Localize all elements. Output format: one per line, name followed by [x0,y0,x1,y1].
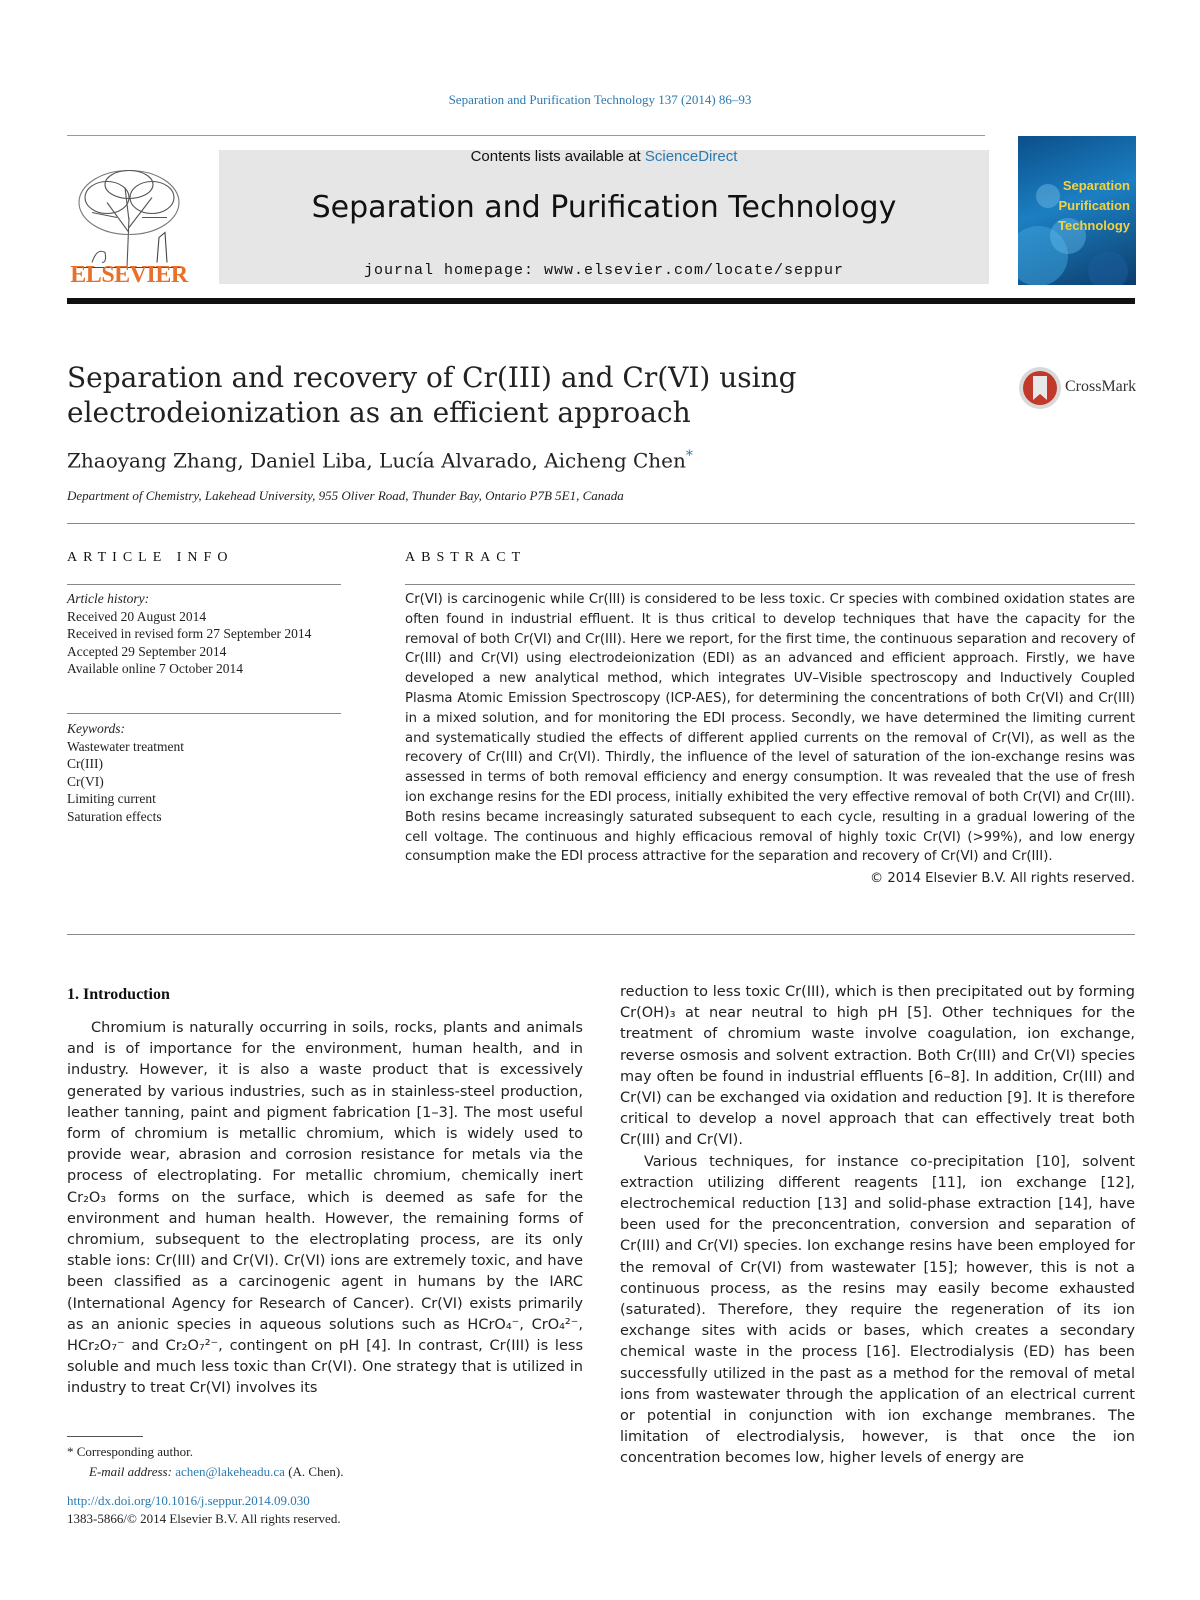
cover-title [1058,176,1130,236]
journal-title: Separation and Purification Technology [311,190,897,225]
cover-line: Separation [1062,178,1130,193]
article-history [67,590,341,678]
email-label: E-mail address: [89,1464,172,1479]
body-column-right [620,982,1135,1470]
keywords-label: Keywords: [67,721,125,736]
intro-paragraph: reduction to less toxic Cr(III), which is then precipitated out by forming Cr(OH)₃ at near neutral to high pH [5]. Other techniques for the treatment of chromium waste involve coagulation, ion exchange, reverse osmosis and solvent extraction. Both Cr(III) and Cr(VI) species may often be found in industrial effluents [6–8]. In addition, Cr(III) and Cr(VI) can be exchanged via oxidation and reduction [9]. It is therefore critical to develop a novel approach that can effectively treat both Cr(III) and Cr(VI). [620,984,1135,1149]
keywords [67,720,341,825]
affiliation: Department of Chemistry, Lakehead University, 955 Oliver Road, Thunder Bay, Ontario P7B 5E1, Canada [67,488,624,503]
section-heading-introduction: 1. Introduction [67,986,170,1003]
doi-link[interactable]: http://dx.doi.org/10.1016/j.seppur.2014.09.030 [67,1493,310,1508]
footnote [67,1442,343,1482]
header-thick-rule [67,298,1135,304]
body-rule [67,934,1135,935]
intro-paragraph: Various techniques, for instance co-precipitation [10], solvent extraction utilizing different reagents [11], ion exchange [12], electrochemical reduction [13] and solid-phase extraction [14], have been used for the preconcentration, conversion and separation of Cr(III) and Cr(VI) species. Ion exchange resins have been employed for the removal of Cr(VI) from wastewater [15]; however, this is not a continuous process, as the resins may easily become exhausted (saturated). Therefore, they require the regeneration of its ion exchange sites with acids or bases, which creates a secondary chemical waste in the process [16]. Electrodialysis (ED) has been successfully utilized in the past as a method for the removal of metal ions from wastewater through the application of an electrical current or potential in conjunction with ion exchange membranes. The limitation of electrodialysis, however, is that once the ion concentration becomes low, higher levels of energy are [620,1153,1135,1467]
contents-line [219,148,989,165]
abstract-block [405,590,1135,889]
body-column-left [67,1018,583,1400]
issn-line: 1383-5866/© 2014 Elsevier B.V. All rights reserved. [67,1511,341,1526]
footnote-rule [67,1436,143,1437]
article-title: Separation and recovery of Cr(III) and Cr(VI) using electrodeionization as an efficient approach [67,361,797,429]
cover-line: Technology [1058,218,1130,233]
authors-text: Zhaoyang Zhang, Daniel Liba, Lucía Alvarado, Aicheng Chen [67,448,686,473]
abstract-heading: ABSTRACT [405,550,527,565]
keyword-item: Limiting current [67,791,156,806]
article-info-heading: ARTICLE INFO [67,550,234,565]
history-label: Article history: [67,591,150,606]
email-suffix: (A. Chen). [288,1464,344,1479]
journal-homepage[interactable]: journal homepage: www.elsevier.com/locate/seppur [363,262,845,279]
info-rule [67,584,341,585]
intro-paragraph: Chromium is naturally occurring in soils, rocks, plants and animals and is of importance for the environment, human health, and in industry. However, it is also a waste product that is excessively generated by various industries, such as in stainless-steel production, leather tanning, paint and pigment fabrication [1–3]. The most useful form of chromium is metallic chromium, which is widely used to provide wear, abrasion and corrosion resistance for metals via the process of electroplating. For metallic chromium, chemically inert Cr₂O₃ forms on the surface, which is deemed as safe for the environment and human health. However, the remaining forms of chromium, subsequent to the electroplating process, are its only stable ions: Cr(III) and Cr(VI). Cr(VI) ions are extremely toxic, and have been classified as a carcinogenic agent in humans by the IARC (International Agency for Research of Cancer). Cr(VI) exists primarily as an anionic species in aqueous solutions such as HCrO₄⁻, CrO₄²⁻, HCr₂O₇⁻ and Cr₂O₇²⁻, contingent on pH [4]. In contrast, Cr(III) is less soluble and much less toxic than Cr(VI). One strategy that is utilized in industry to treat Cr(VI) involves its [67,1020,583,1397]
email-link[interactable]: achen@lakeheadu.ca [175,1464,285,1479]
header-rule [67,135,985,136]
abstract-text: Cr(VI) is carcinogenic while Cr(III) is considered to be less toxic. Cr species with combined oxidation states are often found in industrial effluent. It is thus critical to develop techniques that have the capacity for the removal of both Cr(VI) and Cr(III). Here we report, for the first time, the continuous separation and recovery of Cr(III) and Cr(VI) using electrodeionization (EDI) as an advanced and efficient approach. Firstly, we have developed a new analytical method, which integrates UV–Visible spectroscopy and Inductively Coupled Plasma Atomic Emission Spectroscopy (ICP-AES), for determining the concentrations of both Cr(VI) and Cr(III) in a mixed solution, and for monitoring the EDI process. Secondly, we have determined the limiting current and systematically studied the effects of different applied currents on the removal of Cr(VI), as well as the recovery of Cr(III) and Cr(VI). Thirdly, the influence of the level of saturation of the ion-exchange resins was assessed in terms of both removal efficiency and energy consumption. It was revealed that the use of fresh ion exchange resins for the EDI process, initially exhibited the very effective removal of both Cr(VI) and Cr(III). Both resins became increasingly saturated subsequent to each cycle, resulting in a gradual lowering of the cell voltage. The continuous and highly efficacious removal of highly toxic Cr(VI) (>99%), and low energy consumption make the EDI process attractive for the separation and recovery of Cr(VI) and Cr(III). [405,592,1135,865]
sciencedirect-link[interactable]: ScienceDirect [644,148,738,165]
abstract-copyright: © 2014 Elsevier B.V. All rights reserved. [870,871,1135,887]
section-rule [67,523,1135,524]
keyword-item: Wastewater treatment [67,738,184,754]
journal-cover-image[interactable] [1018,136,1136,285]
keyword-item: Saturation effects [67,808,162,824]
crossmark-icon[interactable] [1018,366,1062,410]
history-item: Received 20 August 2014 [67,608,207,624]
keyword-item: Cr(VI) [67,773,104,789]
elsevier-logo-text[interactable]: ELSEVIER [70,262,188,288]
doi-block [67,1492,341,1528]
keywords-rule [67,713,341,714]
history-item: Available online 7 October 2014 [67,661,243,676]
cover-line: Purification [1058,198,1130,213]
history-item: Received in revised form 27 September 2014 [67,626,312,641]
email-line [67,1462,343,1482]
history-item: Accepted 29 September 2014 [67,643,227,659]
corresponding-author-mark[interactable]: * [685,448,693,464]
crossmark-label[interactable]: CrossMark [1065,378,1137,395]
abstract-rule [405,584,1135,585]
keyword-item: Cr(III) [67,756,103,771]
corresponding-author-note: * Corresponding author. [67,1444,194,1459]
journal-citation[interactable]: Separation and Purification Technology 137 (2014) 86–93 [448,92,752,107]
author-list [67,448,693,473]
contents-prefix: Contents lists available at [470,148,641,165]
